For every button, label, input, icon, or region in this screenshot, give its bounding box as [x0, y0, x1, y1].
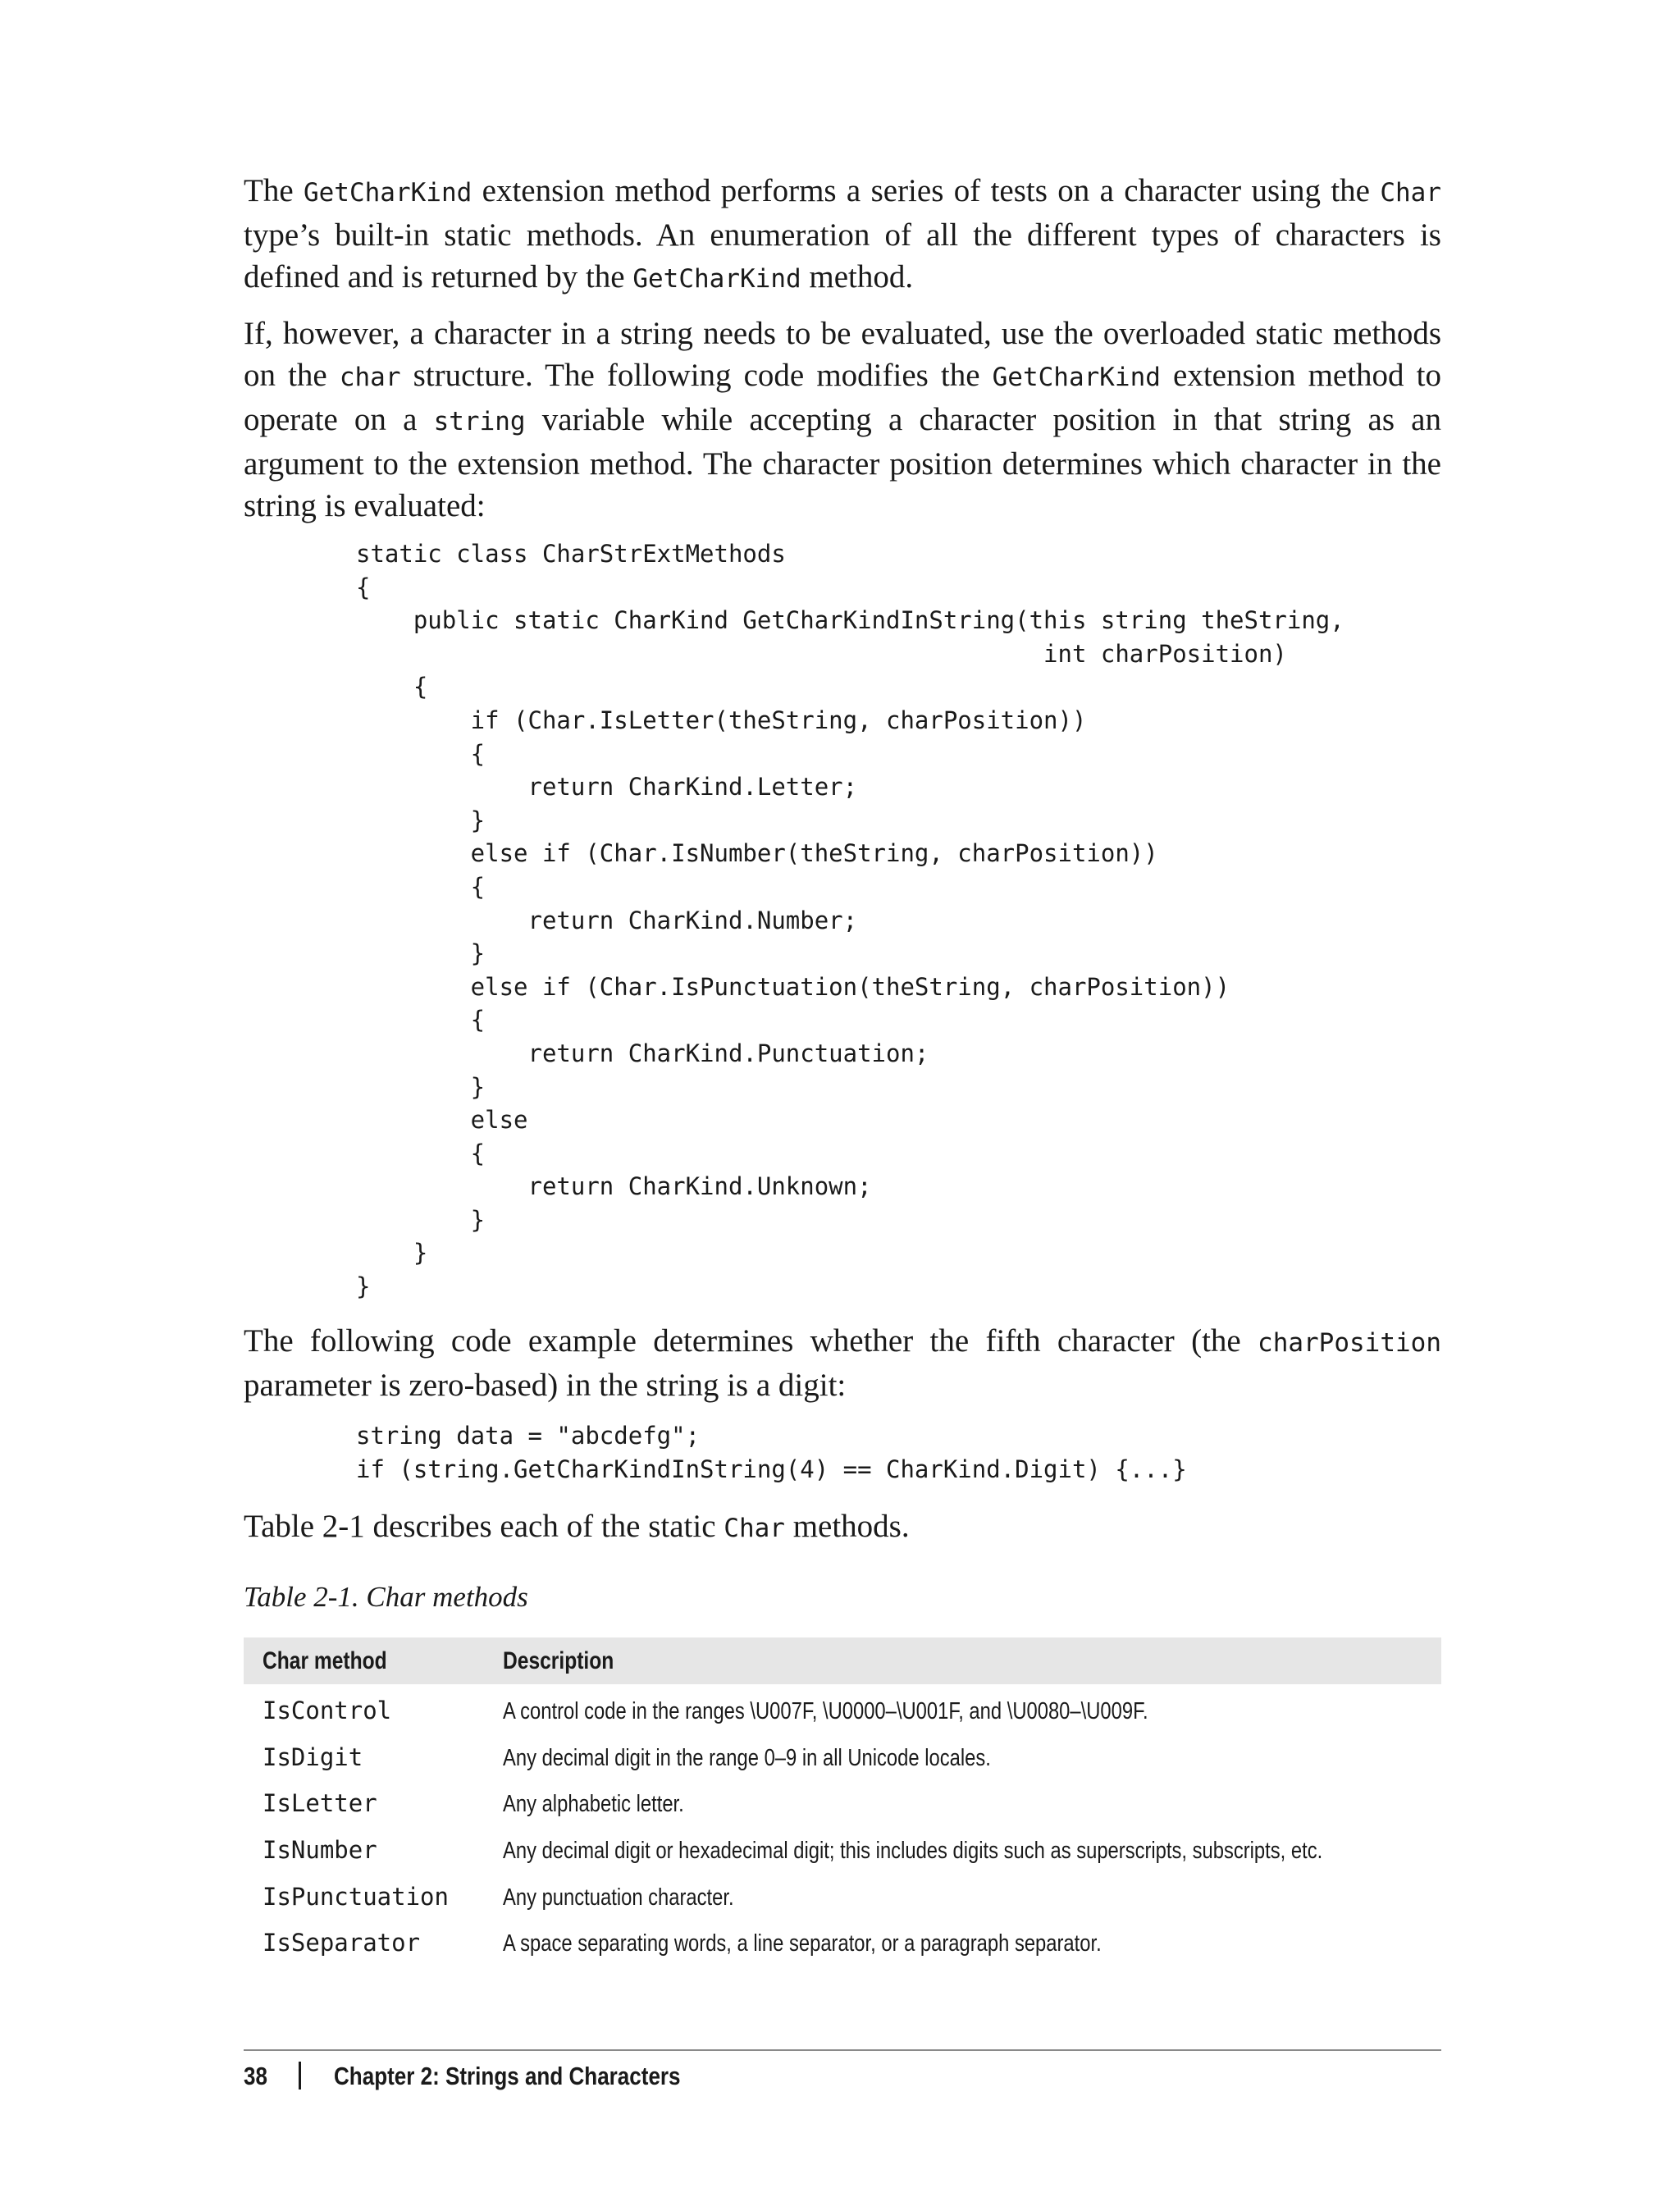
description-cell: Any alphabetic letter.: [503, 1791, 684, 1817]
method-cell: IsControl: [262, 1697, 392, 1724]
method-cell: IsLetter: [262, 1789, 377, 1817]
method-cell: IsNumber: [262, 1836, 377, 1864]
paragraph-intro: The GetCharKind extension method performs a series of tests on a character using the Char type’s built-in static methods. An enumeration of all the different types of characters is defined and is returned by the GetCharKind method.: [244, 173, 1441, 295]
footer-separator: [299, 2062, 301, 2090]
table-caption: Table 2-1. Char methods: [244, 1581, 528, 1613]
method-cell: IsDigit: [262, 1743, 363, 1771]
paragraph-overload: If, however, a character in a string needs to be evaluated, use the overloaded static methods on the char structure. The following code modifies the GetCharKind extension method to operate on a string variable while accepting a character position in that string as an argument to the extension method. The character position determines which character in the string is evaluated:: [244, 316, 1441, 523]
chapter-title: Chapter 2: Strings and Characters: [334, 2062, 681, 2090]
description-cell: A space separating words, a line separator, or a paragraph separator.: [503, 1930, 1102, 1957]
code-listing-extension-class: static class CharStrExtMethods { public static CharKind GetCharKindInString(this string theString, int charPosition) { if (Char.IsLetter(theString, charPosition)) { return CharKind.Letter; } else if (Char.IsNumber(theString, charPosition)) { return CharKind.Number; } else if (Char.IsPunctuation(theString, charPosition)) { return CharKind.Punctuation; } else { return CharKind.Unknown; } } }: [356, 540, 1344, 1301]
description-cell: Any punctuation character.: [503, 1884, 734, 1911]
description-cell: A control code in the ranges \U007F, \U0000–\U001F, and \U0080–\U009F.: [503, 1698, 1148, 1724]
footer-rule: [244, 2049, 1441, 2051]
method-cell: IsPunctuation: [262, 1883, 449, 1911]
paragraph-table-intro: Table 2-1 describes each of the static Char methods.: [244, 1509, 910, 1544]
table-header: [244, 1637, 1441, 1684]
column-header-method: Char method: [262, 1647, 387, 1674]
page-number: 38: [244, 2062, 267, 2090]
description-cell: Any decimal digit or hexadecimal digit; this includes digits such as superscripts, subscripts, etc.: [503, 1838, 1323, 1864]
method-cell: IsSeparator: [262, 1929, 421, 1957]
paragraph-example: The following code example determines whether the fifth character (the charPosition parameter is zero-based) in the string is a digit:: [244, 1323, 1441, 1403]
column-header-description: Description: [503, 1647, 614, 1674]
description-cell: Any decimal digit in the range 0–9 in all Unicode locales.: [503, 1745, 991, 1771]
code-listing-usage: string data = "abcdefg"; if (string.GetCharKindInString(4) == CharKind.Digit) {...}: [356, 1422, 1187, 1483]
